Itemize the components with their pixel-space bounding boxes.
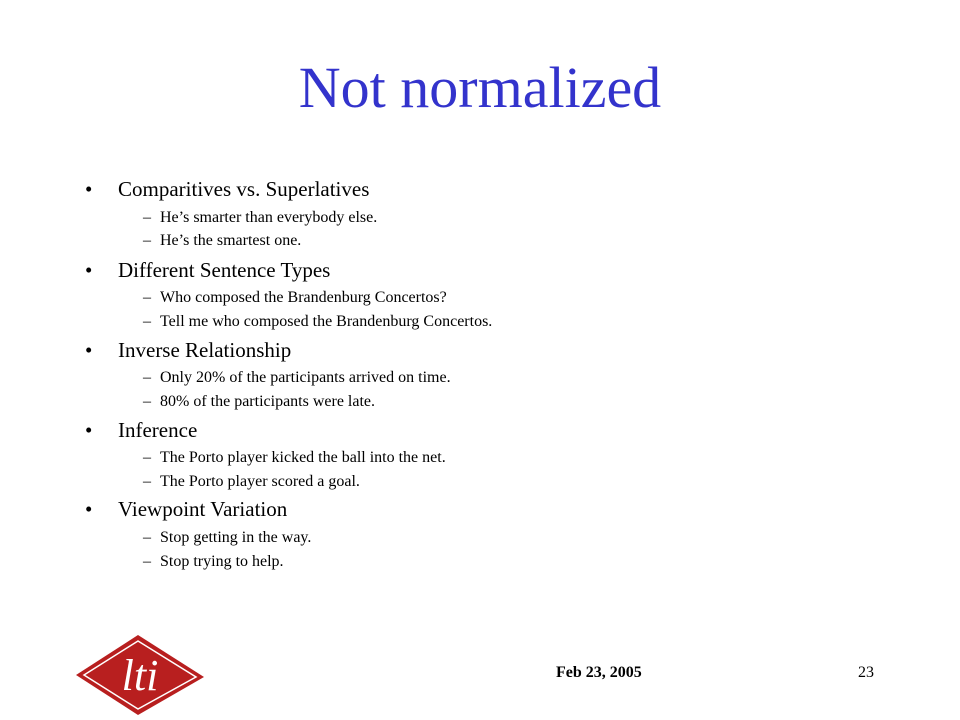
sub-bullet-text: He’s the smartest one. <box>160 232 302 249</box>
sub-bullet-text: The Porto player scored a goal. <box>160 473 360 490</box>
bullet-marker: • <box>85 338 93 362</box>
sub-bullet-marker: – <box>143 449 151 466</box>
page-number: 23 <box>858 664 874 681</box>
sub-bullet-marker: – <box>143 473 151 490</box>
sub-bullet-marker: – <box>143 313 151 330</box>
sub-bullet-text: Who composed the Brandenburg Concertos? <box>160 289 447 306</box>
bullet-text: Different Sentence Types <box>118 258 331 282</box>
bullet-text: Comparitives vs. Superlatives <box>118 177 370 201</box>
sub-bullet-text: He’s smarter than everybody else. <box>160 209 378 226</box>
sub-bullet-marker: – <box>143 289 151 306</box>
logo-text: lti <box>121 651 159 700</box>
sub-bullet-marker: – <box>143 553 151 570</box>
bullet-marker: • <box>85 497 93 521</box>
sub-bullet-text: Tell me who composed the Brandenburg Concertos. <box>160 313 493 330</box>
sub-bullet-marker: – <box>143 209 151 226</box>
bullet-marker: • <box>85 177 93 201</box>
sub-bullet-text: Only 20% of the participants arrived on time. <box>160 369 451 386</box>
sub-bullet-marker: – <box>143 232 151 249</box>
slide-title: Not normalized <box>298 55 662 120</box>
sub-bullet-marker: – <box>143 393 151 410</box>
bullet-text: Inverse Relationship <box>118 338 292 362</box>
bullet-marker: • <box>85 258 93 282</box>
sub-bullet-text: 80% of the participants were late. <box>160 393 376 410</box>
sub-bullet-text: Stop trying to help. <box>160 553 284 570</box>
bullet-text: Viewpoint Variation <box>118 497 288 521</box>
sub-bullet-text: The Porto player kicked the ball into the net. <box>160 449 446 466</box>
bullet-marker: • <box>85 418 93 442</box>
sub-bullet-marker: – <box>143 529 151 546</box>
bullet-text: Inference <box>118 418 198 442</box>
sub-bullet-marker: – <box>143 369 151 386</box>
footer-date: Feb 23, 2005 <box>556 664 642 681</box>
lti-logo <box>70 627 210 719</box>
sub-bullet-text: Stop getting in the way. <box>160 529 312 546</box>
